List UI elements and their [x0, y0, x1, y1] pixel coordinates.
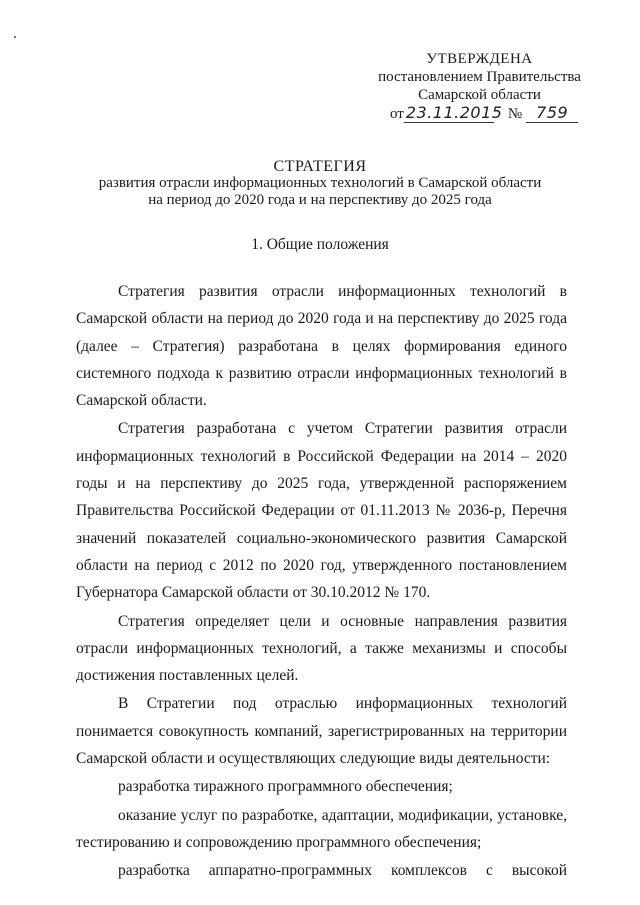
paragraph: Стратегия развития отрасли информационных технологий в Самарской области на период до 2020 года и на перспективу до 2025 года (далее – Стратегия) разработана в целях формирования единого системного подхода к развитию отрасли информационных технологий в Самарской области.	[76, 283, 567, 410]
list-item: разработка аппаратно-программных комплексов с высокой	[118, 862, 567, 880]
scan-speck	[14, 36, 16, 38]
paragraph: Стратегия определяет цели и основные направления развития отрасли информационных технологий, а также механизмы и способы достижения поставленных целей.	[76, 612, 567, 685]
document-body	[76, 278, 567, 885]
document-subtitle-line-2: на период до 2020 года и на перспективу до 2025 года	[148, 192, 492, 208]
approval-line-1: постановлением Правительства	[378, 69, 581, 85]
approval-line-2: Самарской области	[418, 87, 541, 103]
document-title: СТРАТЕГИЯ	[273, 158, 367, 175]
list-item: оказание услуг по разработке, адаптации, модификации, установке, тестированию и сопровождению программного обеспечения;	[76, 806, 567, 851]
approval-date-line	[390, 104, 587, 123]
list-item: разработка тиражного программного обеспечения;	[118, 778, 453, 796]
approval-stamp: УТВЕРЖДЕНА	[426, 51, 533, 67]
document-title-block	[60, 158, 580, 209]
number-sign: №	[507, 106, 523, 122]
date-prefix: от	[390, 106, 404, 122]
paragraph: Стратегия разработана с учетом Стратегии развития отрасли информационных технологий в Российской Федерации на 2014 – 2020 годы и на перспективу до 2025 года, утвержденной распоряжением Правительства Российской Федерации от 01.11.2013 № 2036-р, Перечня значений показателей социально-экономического развития Самарской области на период с 2012 по 2020 год, утвержденного постановлением Губернатора Самарской области от 30.10.2012 № 170.	[76, 420, 567, 602]
section-heading: 1. Общие положения	[251, 236, 389, 253]
approval-block	[372, 50, 587, 123]
handwritten-number: 759	[526, 104, 578, 123]
handwritten-date: 23.11.2015	[405, 103, 503, 122]
document-subtitle-line-1: развития отрасли информационных технологий в Самарской области	[98, 175, 542, 191]
paragraph: В Стратегии под отраслью информационных технологий понимается совокупность компаний, зарегистрированных на территории Самарской области и осуществляющих следующие виды деятельности:	[76, 695, 567, 768]
